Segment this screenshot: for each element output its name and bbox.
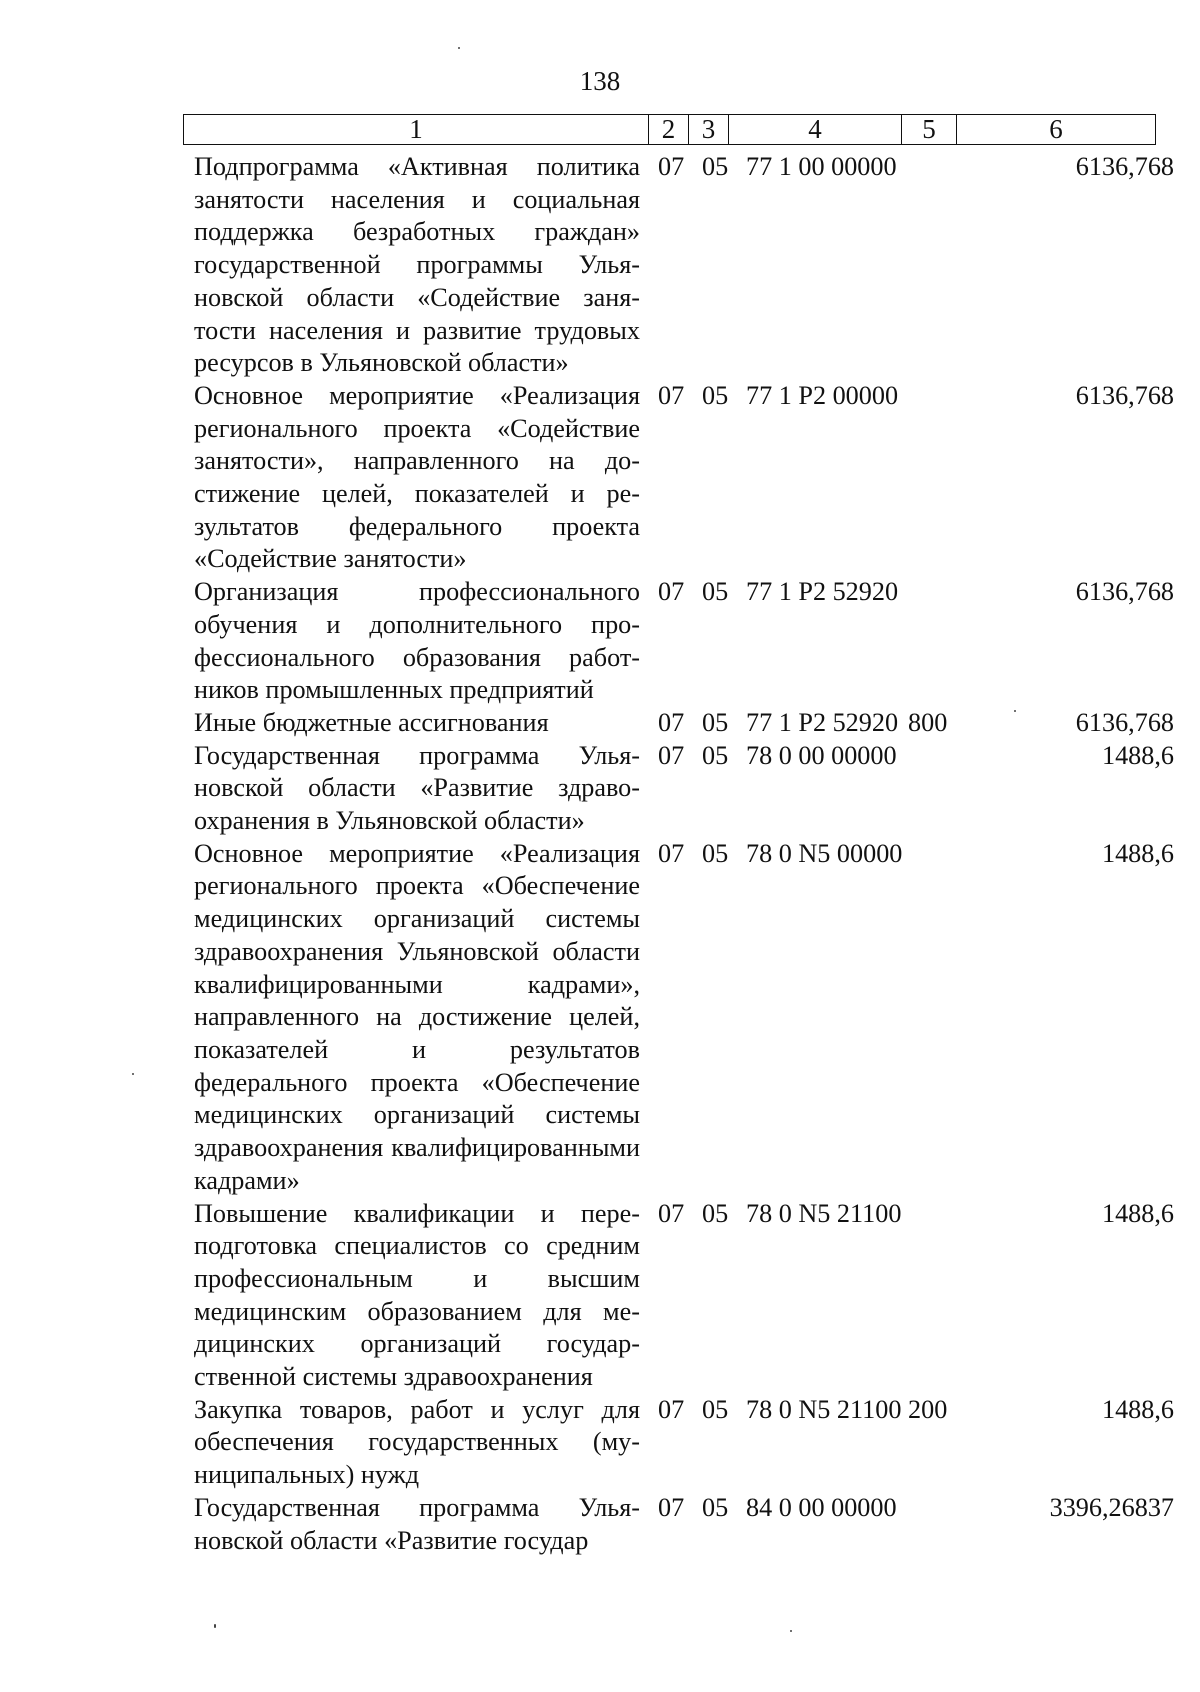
row-subsection-code: 05 bbox=[702, 380, 729, 410]
row-subsection-code: 05 bbox=[702, 740, 729, 770]
row-target-item-code: 77 1 P2 00000 bbox=[746, 380, 899, 410]
row-section-code: 07 bbox=[658, 740, 685, 770]
row-amount: 1488,6 bbox=[1101, 1198, 1174, 1228]
table-row bbox=[194, 1492, 1184, 1557]
row-subsection-code: 05 bbox=[702, 1492, 729, 1522]
table-body bbox=[194, 151, 1184, 1557]
row-amount: 3396,26837 bbox=[1049, 1492, 1174, 1522]
row-target-item-code: 77 1 P2 52920 bbox=[746, 577, 899, 607]
row-amount: 6136,768 bbox=[1075, 707, 1174, 737]
row-subsection-code: 05 bbox=[702, 152, 729, 181]
table-row bbox=[194, 740, 1184, 838]
row-section-code: 07 bbox=[658, 1394, 685, 1424]
row-section-code: 07 bbox=[658, 707, 685, 737]
scan-speck bbox=[458, 47, 460, 49]
row-amount: 1488,6 bbox=[1101, 1394, 1174, 1424]
row-target-item-code: 77 1 00 00000 bbox=[746, 152, 897, 181]
row-amount: 1488,6 bbox=[1101, 838, 1174, 868]
column-header-3: 3 bbox=[689, 115, 729, 145]
row-amount: 6136,768 bbox=[1075, 380, 1174, 410]
row-name: Повышение квалификации и переподготовка специалистов со средним профессиональным и высшим медицинским образованием для медицинских организаций государственной системы здравоохранения bbox=[194, 1198, 640, 1392]
table-row bbox=[194, 1394, 1184, 1492]
table-row bbox=[194, 1198, 1184, 1394]
table-row bbox=[194, 707, 1184, 740]
table-row bbox=[194, 576, 1184, 707]
row-section-code: 07 bbox=[658, 577, 685, 607]
scan-speck bbox=[214, 1624, 216, 1628]
scan-speck bbox=[1014, 710, 1016, 712]
row-subsection-code: 05 bbox=[702, 707, 729, 737]
row-subsection-code: 05 bbox=[702, 1394, 729, 1424]
table-header bbox=[183, 114, 1156, 145]
row-name: Подпрограмма «Активная политика занятости населения и социальная поддержка безработных граждан» государственной программы Ульяновской области «Содействие занятости населения и развитие трудовых ресурсов в Ульяновской области» bbox=[194, 152, 640, 378]
row-name: Организация профессионального обучения и дополнительного профессионального образования работников промышленных предприятий bbox=[194, 577, 640, 705]
scan-speck bbox=[790, 1630, 792, 1632]
row-name: Основное мероприятие «Реализация регионального проекта «Содействие занятости», направленного на достижение целей, показателей и результатов федерального проекта «Содействие занятости» bbox=[194, 380, 640, 574]
row-name: Закупка товаров, работ и услуг для обеспечения государственных (муниципальных) нужд bbox=[194, 1394, 640, 1490]
column-header-4: 4 bbox=[729, 115, 902, 145]
row-section-code: 07 bbox=[658, 1198, 685, 1228]
row-subsection-code: 05 bbox=[702, 838, 729, 868]
row-target-item-code: 78 0 N5 21100 bbox=[746, 1394, 902, 1424]
table-row bbox=[194, 838, 1184, 1198]
row-target-item-code: 78 0 00 00000 bbox=[746, 740, 897, 770]
row-amount: 6136,768 bbox=[1075, 577, 1174, 607]
table-row bbox=[194, 380, 1184, 576]
row-name: Государственная программа Ульяновской области «Развитие государ bbox=[194, 1492, 640, 1555]
row-expense-type-code: 200 bbox=[908, 1394, 948, 1424]
scan-speck bbox=[132, 1073, 134, 1075]
row-section-code: 07 bbox=[658, 838, 685, 868]
column-header-6: 6 bbox=[957, 115, 1156, 145]
row-subsection-code: 05 bbox=[702, 577, 729, 607]
column-header-2: 2 bbox=[649, 115, 689, 145]
row-section-code: 07 bbox=[658, 1492, 685, 1522]
row-name: Основное мероприятие «Реализация регионального проекта «Обеспечение медицинских организаций системы здравоохранения Ульяновской области квалифицированными кадрами», направленного на достижение целей, показателей и результатов федерального проекта «Обеспечение медицинских организаций системы здравоохранения квалифицированными кадрами» bbox=[194, 838, 640, 1195]
row-target-item-code: 84 0 00 00000 bbox=[746, 1492, 897, 1522]
row-target-item-code: 77 1 P2 52920 bbox=[746, 707, 899, 737]
table-row bbox=[194, 151, 1184, 380]
row-section-code: 07 bbox=[658, 380, 685, 410]
row-subsection-code: 05 bbox=[702, 1198, 729, 1228]
row-amount: 1488,6 bbox=[1101, 740, 1174, 770]
row-amount: 6136,768 bbox=[1075, 152, 1174, 181]
row-section-code: 07 bbox=[658, 152, 685, 181]
row-expense-type-code: 800 bbox=[908, 707, 948, 737]
column-header-5: 5 bbox=[902, 115, 957, 145]
row-target-item-code: 78 0 N5 21100 bbox=[746, 1198, 902, 1228]
row-name: Государственная программа Ульяновской области «Развитие здравоохранения в Ульяновской области» bbox=[194, 740, 640, 836]
page-number: 138 bbox=[579, 66, 621, 96]
row-target-item-code: 78 0 N5 00000 bbox=[746, 838, 903, 868]
row-name: Иные бюджетные ассигнования bbox=[194, 707, 549, 737]
column-header-1: 1 bbox=[184, 115, 649, 145]
